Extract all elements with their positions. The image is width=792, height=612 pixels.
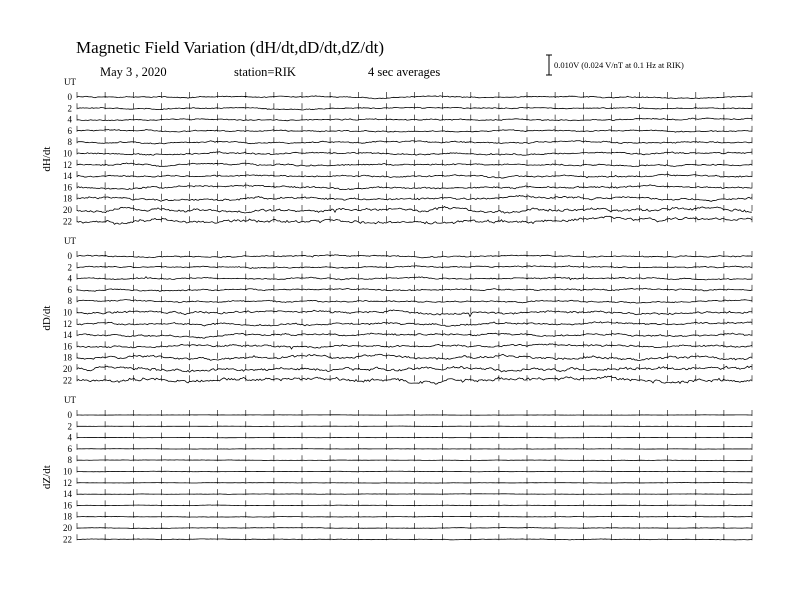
row-label: 8 (67, 137, 72, 148)
row-label: 6 (67, 284, 72, 295)
date-label: May 3 , 2020 (100, 65, 167, 79)
row-label: 10 (63, 148, 72, 159)
row-label: 2 (67, 262, 72, 273)
panel-dzdt (41, 395, 752, 544)
row-label: 12 (63, 477, 72, 488)
row-label: 18 (63, 511, 72, 522)
row-label: 16 (63, 341, 72, 352)
station-label: station=RIK (234, 65, 296, 79)
scale-bar-label: 0.010V (0.024 V/nT at 0.1 Hz at RIK) (554, 60, 684, 70)
row-ticks (77, 330, 752, 336)
row-label: 22 (63, 216, 72, 227)
trace-dzdt-8 (77, 460, 752, 461)
row-label: 22 (63, 534, 72, 545)
ut-label: UT (64, 236, 76, 246)
row-label: 16 (63, 182, 72, 193)
row-label: 12 (63, 318, 72, 329)
row-label: 10 (63, 466, 72, 477)
row-label: 2 (67, 103, 72, 114)
row-label: 0 (67, 92, 72, 102)
row-label: 22 (63, 375, 72, 386)
row-label: 0 (67, 410, 72, 420)
panel-dhdt (41, 77, 752, 226)
row-label: 18 (63, 193, 72, 204)
row-label: 16 (63, 500, 72, 511)
row-label: 10 (63, 307, 72, 318)
row-label: 0 (67, 251, 72, 261)
chart-title: Magnetic Field Variation (dH/dt,dD/dt,dZ/dt) (76, 38, 385, 57)
row-label: 2 (67, 421, 72, 432)
row-label: 18 (63, 352, 72, 363)
row-label: 6 (67, 125, 72, 136)
trace-dzdt-18 (77, 516, 752, 517)
row-label: 12 (63, 159, 72, 170)
row-label: 20 (63, 205, 72, 215)
ut-label: UT (64, 77, 76, 87)
trace-dzdt-10 (77, 471, 752, 472)
y-axis-label: dH/dt (41, 146, 53, 172)
row-label: 14 (63, 330, 72, 341)
panel-dddt (41, 236, 752, 385)
y-axis-label: dD/dt (41, 305, 53, 331)
ut-label: UT (64, 395, 76, 405)
row-label: 20 (63, 523, 72, 533)
row-label: 8 (67, 455, 72, 466)
trace-dzdt-16 (77, 505, 752, 506)
trace-dzdt-14 (77, 494, 752, 495)
row-label: 6 (67, 443, 72, 454)
row-label: 14 (63, 171, 72, 182)
row-label: 4 (67, 432, 72, 443)
trace-dzdt-6 (77, 449, 752, 450)
y-axis-label: dZ/dt (41, 465, 53, 490)
row-label: 4 (67, 114, 72, 125)
row-label: 8 (67, 296, 72, 307)
scale-bar (546, 55, 552, 75)
row-label: 14 (63, 489, 72, 500)
row-label: 20 (63, 364, 72, 374)
averaging-label: 4 sec averages (368, 65, 441, 79)
row-label: 4 (67, 273, 72, 284)
